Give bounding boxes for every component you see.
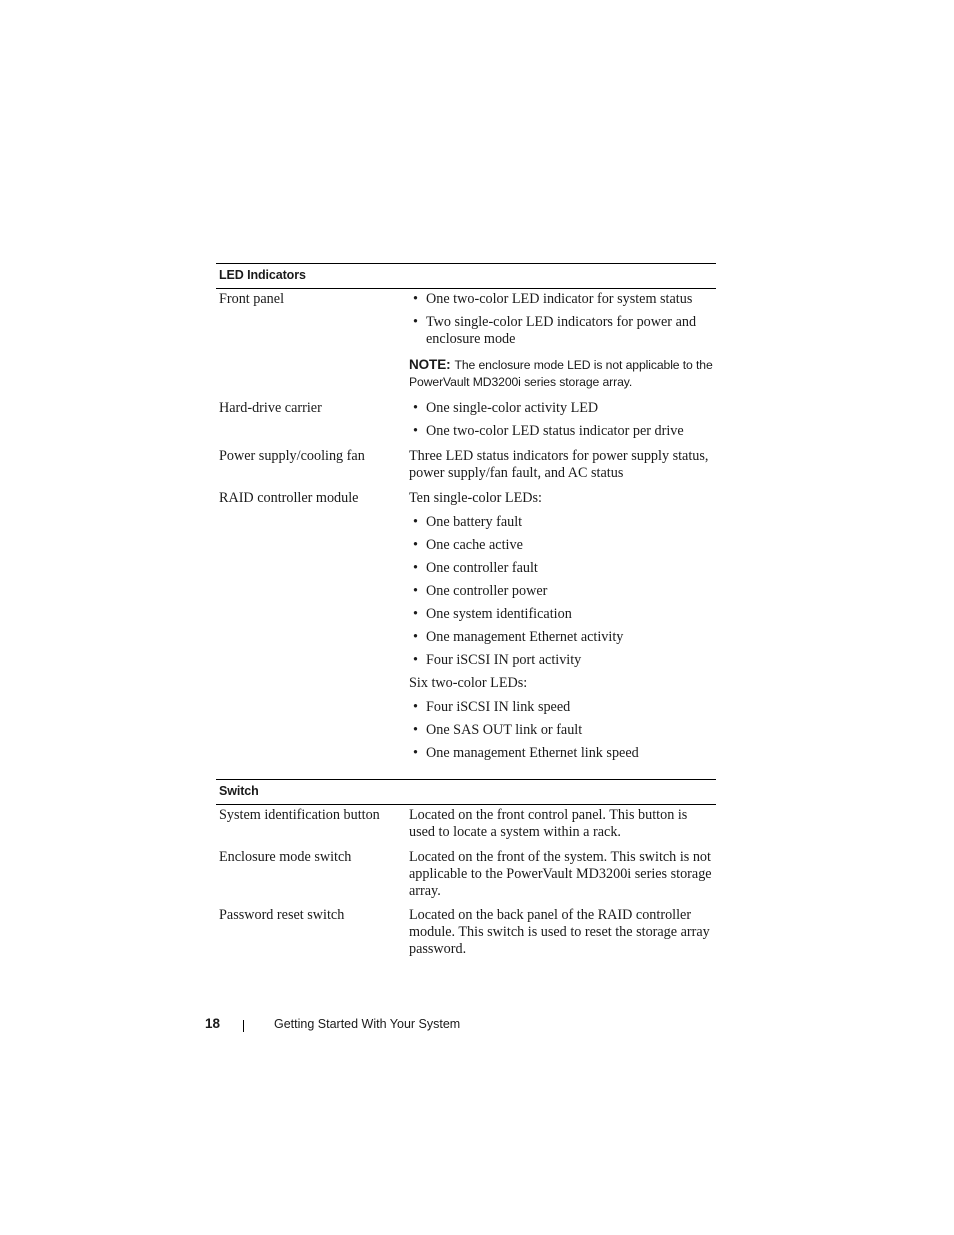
- list-item-text: One controller fault: [426, 560, 538, 576]
- table-row-password-reset-switch: [216, 907, 716, 965]
- table-row-hard-drive-carrier: [216, 400, 716, 446]
- row-content: [409, 490, 714, 768]
- bullet-icon: •: [413, 606, 418, 622]
- bullet-icon: •: [413, 514, 418, 530]
- row-label: Power supply/cooling fan: [219, 448, 365, 464]
- list-item: [409, 606, 714, 623]
- row-content: [409, 807, 714, 848]
- list-item: [409, 537, 714, 554]
- row-content: [409, 291, 714, 397]
- list-item: [409, 652, 714, 669]
- list-item-text: One two-color LED status indicator per drive: [426, 423, 684, 439]
- list-item-text: Four iSCSI IN link speed: [426, 699, 571, 715]
- list-item-text: One management Ethernet activity: [426, 629, 624, 645]
- list-item: [409, 629, 714, 646]
- list-item: [409, 514, 714, 531]
- row-label: RAID controller module: [219, 490, 359, 506]
- list-item: [409, 314, 714, 348]
- row-intro: Six two-color LEDs:: [409, 675, 528, 691]
- page-number: 18: [205, 1016, 221, 1031]
- list-item-text: One single-color activity LED: [426, 400, 599, 416]
- bullet-icon: •: [413, 583, 418, 599]
- note-label: NOTE:: [409, 357, 451, 372]
- row-label: Enclosure mode switch: [219, 849, 352, 865]
- bullet-icon: •: [413, 400, 418, 416]
- list-item-text: One cache active: [426, 537, 523, 553]
- bullet-icon: •: [413, 629, 418, 645]
- bullet-icon: •: [413, 652, 418, 668]
- note-text: The enclosure mode LED is not applicable to the PowerVault MD3200i series storage array.: [409, 358, 713, 389]
- list-item-text: Four iSCSI IN port activity: [426, 652, 582, 668]
- bullet-icon: •: [413, 314, 418, 330]
- row-content: [409, 849, 714, 907]
- table-row-system-id-button: [216, 807, 716, 848]
- row-content: [409, 400, 714, 446]
- table-row-front-panel: [216, 291, 716, 397]
- list-item: [409, 423, 714, 440]
- row-label: Hard-drive carrier: [219, 400, 322, 416]
- row-text: Located on the front of the system. This switch is not applicable to the PowerVault MD3200i series storage array.: [409, 849, 712, 899]
- table-row-power-supply: [216, 448, 716, 489]
- list-item: [409, 722, 714, 739]
- row-text: Three LED status indicators for power supply status, power supply/fan fault, and AC status: [409, 448, 709, 481]
- bullet-list: [409, 291, 714, 348]
- row-content: [409, 907, 714, 965]
- led-indicators-heading: LED Indicators: [216, 263, 716, 289]
- row-label: Password reset switch: [219, 907, 345, 923]
- row-label: System identification button: [219, 807, 380, 823]
- list-item: [409, 400, 714, 417]
- list-item: [409, 560, 714, 577]
- row-label: Front panel: [219, 291, 285, 307]
- list-item-text: One SAS OUT link or fault: [426, 722, 583, 738]
- note-callout: [409, 356, 714, 391]
- list-item-text: One two-color LED indicator for system status: [426, 291, 693, 307]
- bullet-icon: •: [413, 560, 418, 576]
- bullet-list: [409, 400, 714, 440]
- row-text: Located on the back panel of the RAID controller module. This switch is used to reset the storage array password.: [409, 907, 710, 957]
- switch-heading: Switch: [216, 779, 716, 805]
- list-item-text: One controller power: [426, 583, 548, 599]
- bullet-icon: •: [413, 699, 418, 715]
- table-row-raid-controller: [216, 490, 716, 768]
- list-item-text: One system identification: [426, 606, 572, 622]
- page-footer: [205, 1014, 460, 1034]
- list-item: [409, 291, 714, 308]
- switch-table: [216, 779, 716, 965]
- row-intro: Ten single-color LEDs:: [409, 490, 542, 506]
- row-content: [409, 448, 714, 489]
- list-item: [409, 583, 714, 600]
- bullet-icon: •: [413, 537, 418, 553]
- bullet-list: [409, 699, 714, 762]
- bullet-icon: •: [413, 423, 418, 439]
- footer-title: Getting Started With Your System: [274, 1017, 461, 1031]
- list-item: [409, 699, 714, 716]
- row-text: Located on the front control panel. This button is used to locate a system within a rack.: [409, 807, 688, 840]
- bullet-icon: •: [413, 722, 418, 738]
- bullet-icon: •: [413, 745, 418, 761]
- bullet-icon: •: [413, 291, 418, 307]
- footer-divider: [243, 1020, 244, 1032]
- bullet-list: [409, 514, 714, 669]
- list-item-text: One management Ethernet link speed: [426, 745, 639, 761]
- table-row-enclosure-mode-switch: [216, 849, 716, 907]
- list-item-text: One battery fault: [426, 514, 523, 530]
- list-item-text: Two single-color LED indicators for power and enclosure mode: [426, 314, 697, 347]
- led-indicators-table: [216, 263, 716, 768]
- list-item: [409, 745, 714, 762]
